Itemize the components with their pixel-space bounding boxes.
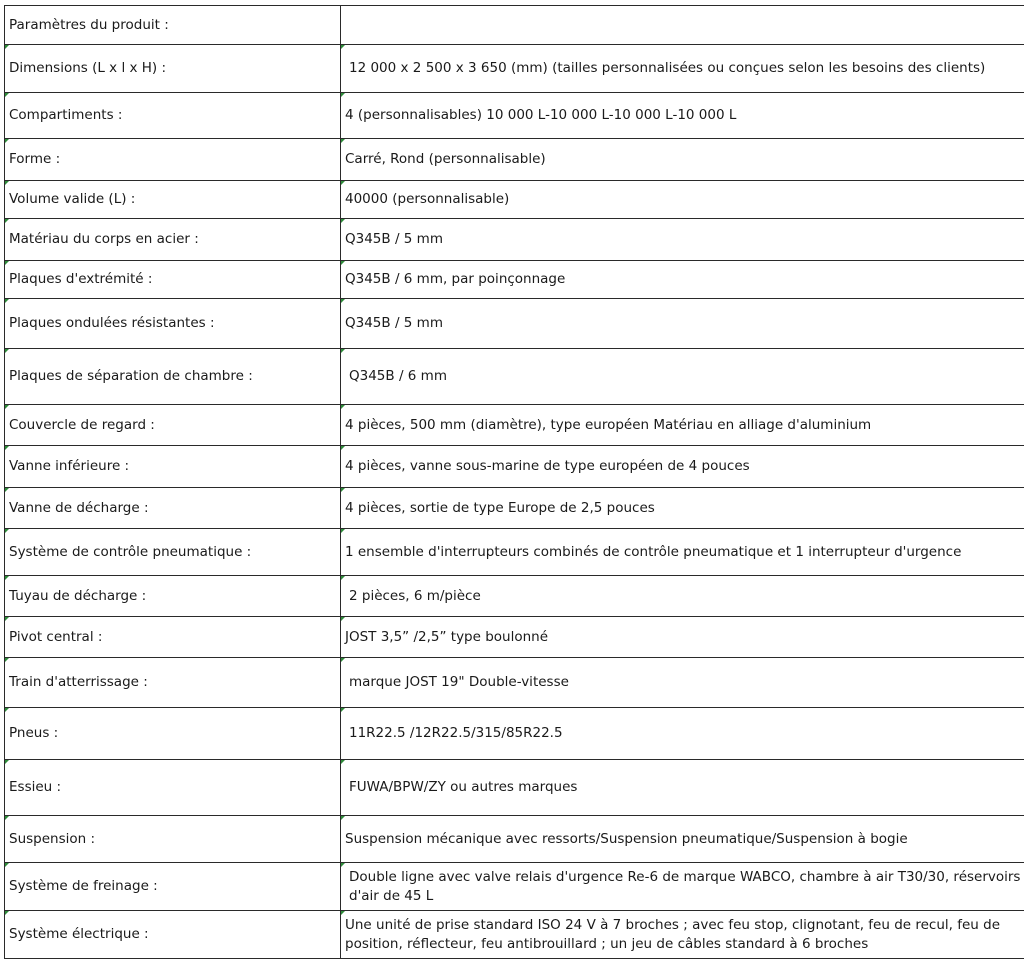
spec-label: Essieu : bbox=[5, 760, 341, 816]
spec-value: marque JOST 19" Double-vitesse bbox=[341, 658, 1024, 708]
spec-label: Tuyau de décharge : bbox=[5, 576, 341, 617]
spec-value: Suspension mécanique avec ressorts/Suspension pneumatique/Suspension à bogie bbox=[341, 816, 1024, 863]
spec-value: 40000 (personnalisable) bbox=[341, 181, 1024, 219]
spec-label: Train d'atterrissage : bbox=[5, 658, 341, 708]
spec-value: 12 000 x 2 500 x 3 650 (mm) (tailles personnalisées ou conçues selon les besoins des clients) bbox=[341, 45, 1024, 93]
table-row bbox=[5, 911, 1024, 959]
table-row bbox=[5, 45, 1024, 93]
product-spec-table bbox=[4, 5, 1024, 959]
spec-label: Plaques d'extrémité : bbox=[5, 261, 341, 299]
spec-label: Plaques ondulées résistantes : bbox=[5, 299, 341, 349]
table-row bbox=[5, 760, 1024, 816]
spec-value: Une unité de prise standard ISO 24 V à 7 broches ; avec feu stop, clignotant, feu de recul, feu de position, réflecteur, feu antibrouillard ; un jeu de câbles standard à 6 broches bbox=[341, 911, 1024, 959]
spec-value: Q345B / 5 mm bbox=[341, 299, 1024, 349]
table-row bbox=[5, 529, 1024, 576]
spec-value: Double ligne avec valve relais d'urgence Re-6 de marque WABCO, chambre à air T30/30, réservoirs d'air de 45 L bbox=[341, 863, 1024, 911]
spec-label: Dimensions (L x l x H) : bbox=[5, 45, 341, 93]
table-row bbox=[5, 93, 1024, 139]
spec-label: Volume valide (L) : bbox=[5, 181, 341, 219]
spec-label: Système de contrôle pneumatique : bbox=[5, 529, 341, 576]
spec-value: Q345B / 6 mm bbox=[341, 349, 1024, 405]
spec-label: Forme : bbox=[5, 139, 341, 181]
spec-label: Plaques de séparation de chambre : bbox=[5, 349, 341, 405]
table-row bbox=[5, 617, 1024, 658]
spec-label: Système électrique : bbox=[5, 911, 341, 959]
table-row bbox=[5, 708, 1024, 760]
table-row bbox=[5, 488, 1024, 529]
spec-value: 2 pièces, 6 m/pièce bbox=[341, 576, 1024, 617]
table-row bbox=[5, 446, 1024, 488]
spec-value: 4 pièces, sortie de type Europe de 2,5 pouces bbox=[341, 488, 1024, 529]
spec-label: Pivot central : bbox=[5, 617, 341, 658]
table-row bbox=[5, 219, 1024, 261]
spec-value: 4 (personnalisables) 10 000 L-10 000 L-10 000 L-10 000 L bbox=[341, 93, 1024, 139]
spec-value: 1 ensemble d'interrupteurs combinés de contrôle pneumatique et 1 interrupteur d'urgence bbox=[341, 529, 1024, 576]
spec-value: FUWA/BPW/ZY ou autres marques bbox=[341, 760, 1024, 816]
spec-value: 4 pièces, 500 mm (diamètre), type européen Matériau en alliage d'aluminium bbox=[341, 405, 1024, 446]
spec-label: Matériau du corps en acier : bbox=[5, 219, 341, 261]
spec-value: Q345B / 6 mm, par poinçonnage bbox=[341, 261, 1024, 299]
table-row bbox=[5, 181, 1024, 219]
spec-label: Pneus : bbox=[5, 708, 341, 760]
spec-label: Système de freinage : bbox=[5, 863, 341, 911]
spec-value: 11R22.5 /12R22.5/315/85R22.5 bbox=[341, 708, 1024, 760]
table-row bbox=[5, 576, 1024, 617]
table-row bbox=[5, 863, 1024, 911]
table-row bbox=[5, 6, 1024, 45]
spec-label: Vanne inférieure : bbox=[5, 446, 341, 488]
table-row bbox=[5, 139, 1024, 181]
spec-value: JOST 3,5” /2,5” type boulonné bbox=[341, 617, 1024, 658]
spec-table-body bbox=[5, 6, 1024, 959]
table-row bbox=[5, 405, 1024, 446]
table-row bbox=[5, 349, 1024, 405]
spec-value: 4 pièces, vanne sous-marine de type européen de 4 pouces bbox=[341, 446, 1024, 488]
spec-value: Q345B / 5 mm bbox=[341, 219, 1024, 261]
table-row bbox=[5, 658, 1024, 708]
spec-value bbox=[341, 6, 1024, 45]
spec-label: Paramètres du produit : bbox=[5, 6, 341, 45]
spec-label: Couvercle de regard : bbox=[5, 405, 341, 446]
table-row bbox=[5, 261, 1024, 299]
spec-label: Vanne de décharge : bbox=[5, 488, 341, 529]
table-row bbox=[5, 816, 1024, 863]
table-row bbox=[5, 299, 1024, 349]
spec-label: Compartiments : bbox=[5, 93, 341, 139]
spec-label: Suspension : bbox=[5, 816, 341, 863]
spec-value: Carré, Rond (personnalisable) bbox=[341, 139, 1024, 181]
